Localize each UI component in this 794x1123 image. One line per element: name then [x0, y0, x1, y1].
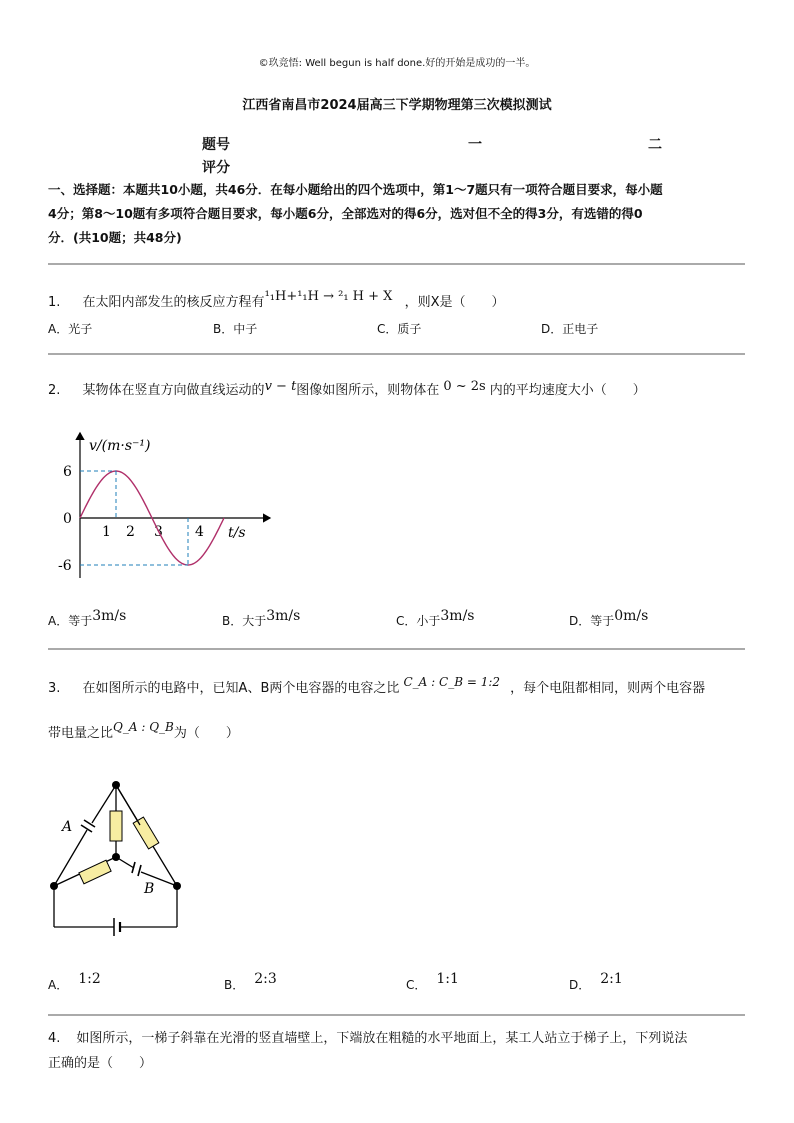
q2-formula-vt: v − t: [264, 379, 297, 394]
q2-number: 2.: [48, 383, 61, 398]
q2-option-d-value: 0m/s: [614, 608, 649, 624]
battery: [114, 918, 120, 936]
q3-text-d: 为（ ）: [173, 726, 239, 741]
score-col-1: 一: [468, 137, 482, 153]
q2-option-b-prefix: B．大于: [222, 614, 267, 628]
q3-option-c-prefix: C．: [406, 978, 427, 992]
page-title: 江西省南昌市2024届高三下学期物理第三次模拟测试: [242, 98, 552, 113]
q3-text-a: 在如图所示的电路中，已知A、B两个电容器的电容之比: [82, 681, 400, 696]
label-b: B: [144, 881, 155, 897]
label-a: A: [62, 819, 73, 835]
q4-line-2: 正确的是（ ）: [48, 1056, 153, 1071]
instr-line-2: 4分；第8～10题有多项符合题目要求，每小题6分，全部选对的得6分，选对但不全的得3分，有选错的得0: [48, 206, 643, 221]
q3-formula-charge: Q_A : Q_B: [113, 720, 174, 734]
q2-option-b[interactable]: [222, 608, 301, 629]
question-1: [48, 291, 504, 310]
vt-chart: [55, 428, 285, 588]
question-2: [48, 379, 646, 398]
divider: [48, 353, 745, 355]
x-tick-2: 2: [126, 524, 135, 540]
instr-line-1: 一、选择题：本题共10小题，共46分．在每小题给出的四个选项中，第1～7题只有一项符合题目要求，每小题: [48, 182, 663, 197]
q3-option-d-value: 2:1: [600, 971, 623, 987]
instr-line-3: 分．(共10题；共48分): [48, 230, 182, 245]
q4-number: 4.: [48, 1031, 61, 1046]
divider: [48, 648, 745, 650]
divider: [48, 263, 745, 265]
q2-option-b-value: 3m/s: [266, 608, 301, 624]
y-tick-0: 0: [63, 511, 72, 527]
q2-text-c: 内的平均速度大小（ ）: [489, 383, 646, 398]
score-row-label-score: 评分: [202, 160, 230, 176]
q2-text-b: 图像如图所示，则物体在: [296, 383, 440, 398]
q3-option-c-value: 1:1: [436, 971, 459, 987]
resistor-right: [133, 817, 159, 849]
q2-option-c-value: 3m/s: [440, 608, 475, 624]
q3-option-b-value: 2:3: [254, 971, 277, 987]
q3-number: 3.: [48, 681, 61, 696]
q1-text-b: ，则X是（ ）: [404, 295, 505, 310]
q3-option-b[interactable]: [224, 971, 277, 993]
q3-option-d-prefix: D．: [569, 978, 591, 992]
q2-text-a: 某物体在竖直方向做直线运动的: [82, 383, 265, 398]
q3-option-a[interactable]: [48, 971, 101, 993]
score-col-2: 二: [648, 137, 662, 153]
x-axis-label: t/s: [228, 525, 246, 541]
q4-line-1: 如图所示，一梯子斜靠在光滑的竖直墙壁上，下端放在粗糙的水平地面上，某工人站立于梯子上，下列说法: [76, 1031, 688, 1046]
q1-option-b[interactable]: B．中子: [213, 322, 258, 336]
resistor-center: [110, 811, 122, 841]
capacitor-b: [132, 862, 141, 876]
divider: [48, 1014, 745, 1016]
q1-option-d[interactable]: D．正电子: [541, 322, 599, 336]
x-tick-3: 3: [154, 524, 163, 540]
q1-formula: ¹₁H+¹₁H → ²₁ H + X: [264, 289, 393, 304]
q3-option-a-value: 1:2: [78, 971, 101, 987]
y-axis-label: v/(m·s⁻¹): [89, 438, 151, 454]
circuit-diagram: [40, 775, 190, 945]
q1-option-c[interactable]: C．质子: [377, 322, 422, 336]
q2-option-a-prefix: A．等于: [48, 614, 93, 628]
x-tick-4: 4: [195, 524, 204, 540]
q3-option-b-prefix: B．: [224, 978, 245, 992]
q2-option-d[interactable]: [569, 608, 649, 629]
q3-option-a-prefix: A．: [48, 978, 69, 992]
score-row-label-number: 题号: [202, 137, 230, 153]
y-tick-6: 6: [63, 464, 72, 480]
q3-option-c[interactable]: [406, 971, 459, 993]
q3-text-c: 带电量之比: [48, 726, 114, 741]
q3-text-b: ，每个电阻都相同，则两个电容器: [510, 681, 706, 696]
q2-formula-interval: 0 ~ 2s: [443, 379, 486, 394]
q2-option-a-value: 3m/s: [92, 608, 127, 624]
q2-option-c[interactable]: [396, 608, 475, 629]
q1-option-a[interactable]: A．光子: [48, 322, 93, 336]
x-tick-1: 1: [102, 524, 111, 540]
header-note: ©玖竞悟: Well begun is half done.好的开始是成功的一半。: [258, 58, 536, 69]
q2-option-a[interactable]: [48, 608, 127, 629]
q3-formula-capacitance: C_A : C_B = 1:2: [403, 675, 501, 689]
question-4: [48, 1026, 748, 1076]
resistor-left: [79, 860, 111, 884]
q2-option-d-prefix: D．等于: [569, 614, 615, 628]
section-instructions: [48, 178, 748, 250]
y-tick-neg6: -6: [58, 558, 72, 574]
question-3-line2: [48, 722, 239, 741]
q1-number: 1.: [48, 295, 61, 310]
q2-option-c-prefix: C．小于: [396, 614, 441, 628]
q1-text-a: 在太阳内部发生的核反应方程有: [82, 295, 265, 310]
q3-option-d[interactable]: [569, 971, 623, 993]
question-3: [48, 677, 705, 696]
